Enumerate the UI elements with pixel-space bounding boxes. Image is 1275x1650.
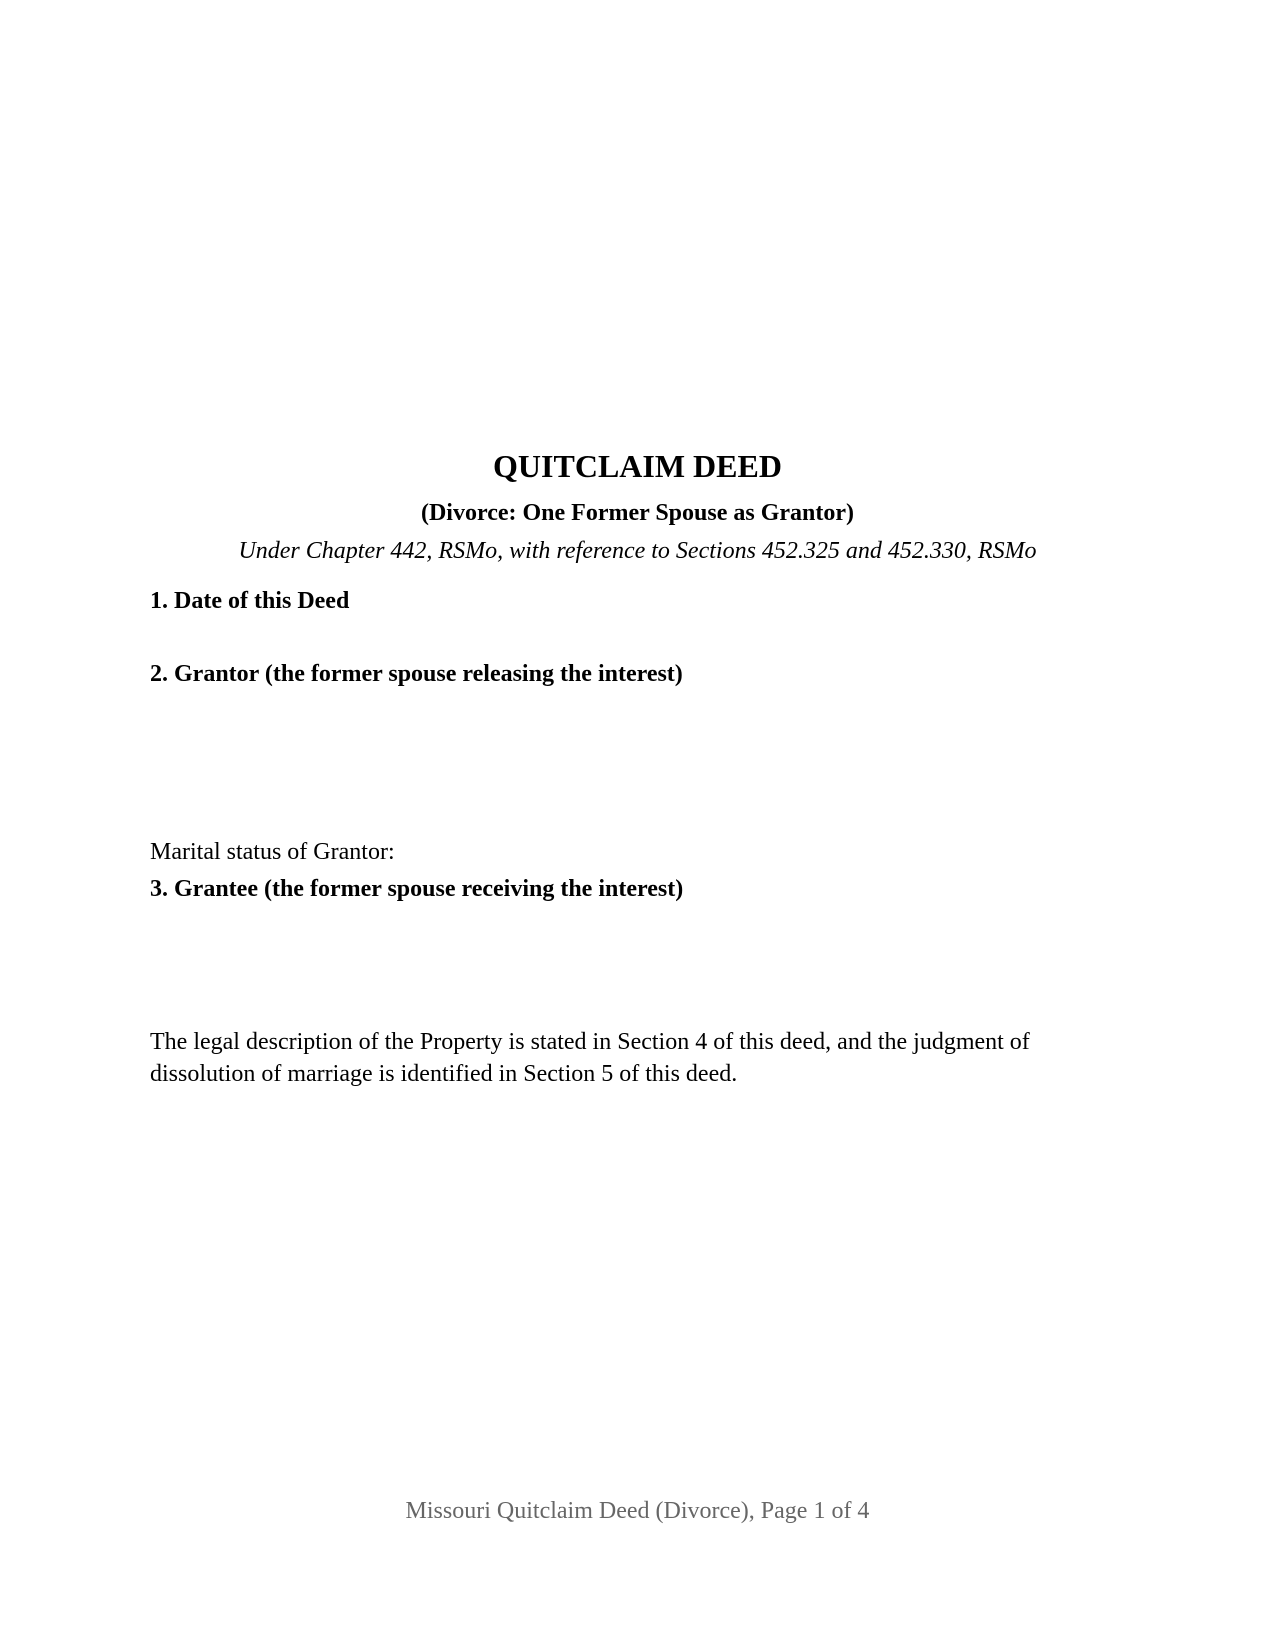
document-title: QUITCLAIM DEED [493, 448, 782, 484]
document-subtitle: (Divorce: One Former Spouse as Grantor) [420, 500, 855, 526]
section-heading-grantee: 3. Grantee (the former spouse receiving the interest) [150, 876, 684, 902]
marital-status-label: Marital status of Grantor: [150, 839, 395, 865]
section-heading-date: 1. Date of this Deed [150, 588, 350, 614]
page-footer: Missouri Quitclaim Deed (Divorce), Page 1 of 4 [405, 1498, 870, 1524]
statute-reference: Under Chapter 442, RSMo, with reference to Sections 452.325 and 452.330, RSMo [238, 538, 1037, 564]
legal-description-note: The legal description of the Property is stated in Section 4 of this deed, and the judgment of dissolution of marriage is identified in Section 5 of this deed. [150, 1029, 1030, 1087]
section-heading-grantor: 2. Grantor (the former spouse releasing the interest) [150, 661, 683, 687]
